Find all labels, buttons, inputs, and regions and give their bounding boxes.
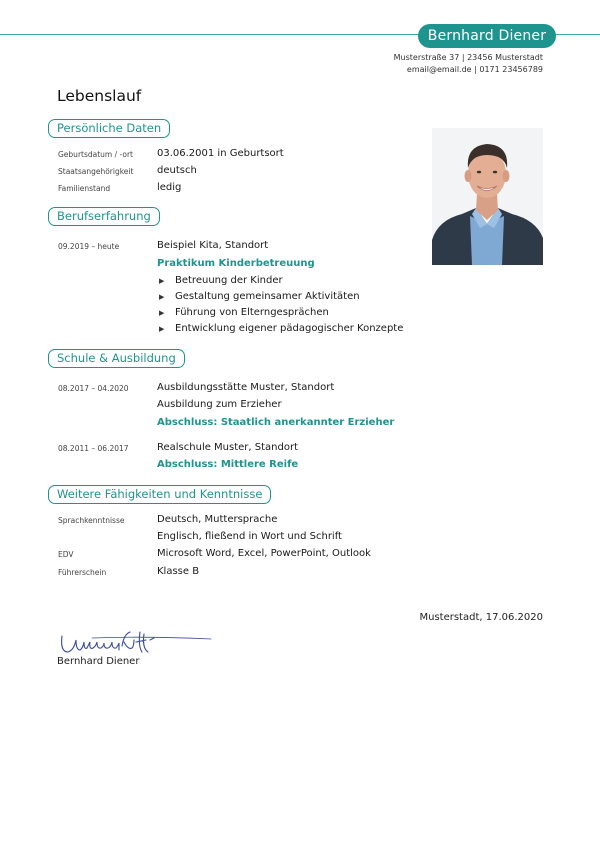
skills-label-languages: Sprachkenntnisse: [58, 516, 125, 525]
personal-value-marital: ledig: [157, 182, 182, 193]
skills-value-it: Microsoft Word, Excel, PowerPoint, Outlook: [157, 548, 371, 559]
education-date: 08.2011 – 06.2017: [58, 444, 129, 453]
skills-value-languages: Englisch, fließend in Wort und Schrift: [157, 531, 342, 542]
personal-value-birth: 03.06.2001 in Geburtsort: [157, 148, 284, 159]
section-education-heading: Schule & Ausbildung: [48, 349, 185, 368]
skills-value-license: Klasse B: [157, 566, 200, 577]
header-contact: email@email.de | 0171 23456789: [406, 65, 543, 74]
experience-task: Führung von Elterngesprächen: [175, 307, 329, 318]
education-degree: Abschluss: Mittlere Reife: [157, 459, 299, 470]
section-skills-heading: Weitere Fähigkeiten und Kenntnisse: [48, 485, 271, 504]
header-address: Musterstraße 37 | 23456 Musterstadt: [393, 53, 543, 62]
skills-label-license: Führerschein: [58, 568, 107, 577]
experience-date: 09.2019 – heute: [58, 242, 120, 251]
education-degree: Abschluss: Staatlich anerkannter Erzieher: [157, 417, 395, 428]
experience-task: Betreuung der Kinder: [175, 275, 283, 286]
experience-task: Entwicklung eigener pädagogischer Konzepte: [175, 323, 404, 334]
experience-place: Beispiel Kita, Standort: [157, 240, 269, 251]
personal-label-nationality: Staatsangehörigkeit: [58, 167, 134, 176]
triangle-right-icon: ▶: [159, 277, 165, 285]
portrait-photo: [432, 128, 543, 265]
triangle-right-icon: ▶: [159, 309, 165, 317]
education-detail: Ausbildung zum Erzieher: [157, 399, 282, 410]
page-title: Lebenslauf: [57, 87, 142, 105]
education-date: 08.2017 – 04.2020: [58, 384, 129, 393]
section-experience-heading: Berufserfahrung: [48, 207, 160, 226]
personal-label-birth: Geburtsdatum / -ort: [58, 150, 133, 159]
section-personal-heading: Persönliche Daten: [48, 119, 170, 138]
skills-value-languages: Deutsch, Muttersprache: [157, 514, 278, 525]
education-place: Realschule Muster, Standort: [157, 442, 299, 453]
header-name: Bernhard Diener: [418, 24, 556, 48]
skills-label-it: EDV: [58, 550, 74, 559]
triangle-right-icon: ▶: [159, 325, 165, 333]
triangle-right-icon: ▶: [159, 293, 165, 301]
person-photo-icon: [432, 128, 543, 265]
education-place: Ausbildungsstätte Muster, Standort: [157, 382, 335, 393]
signer-name: Bernhard Diener: [57, 656, 140, 667]
experience-task: Gestaltung gemeinsamer Aktivitäten: [175, 291, 360, 302]
experience-role: Praktikum Kinderbetreuung: [157, 258, 315, 269]
personal-value-nationality: deutsch: [157, 165, 197, 176]
personal-label-marital: Familienstand: [58, 184, 111, 193]
place-date: Musterstadt, 17.06.2020: [419, 612, 543, 623]
